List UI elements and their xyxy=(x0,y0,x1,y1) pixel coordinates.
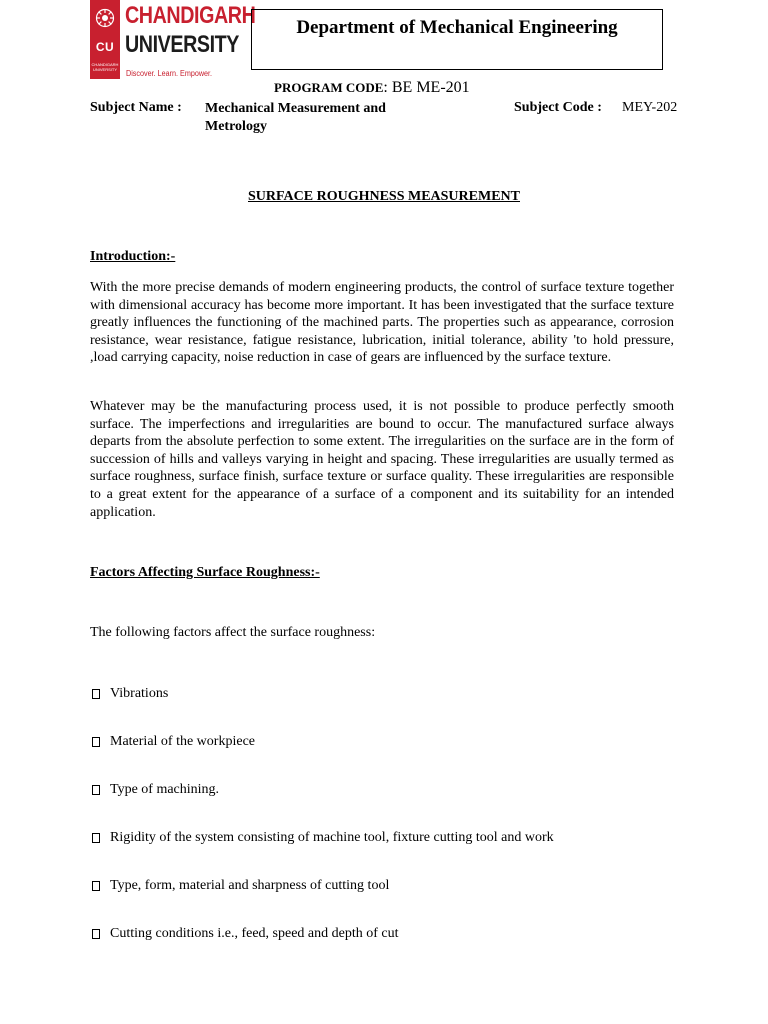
logo-cu-text: CU xyxy=(95,40,115,54)
introduction-paragraph-2: Whatever may be the manufacturing process used, it is not possible to produce perfectly smooth surface. The imperfections and irregularities are bound to occur. The manufactured surface always departs from the absolute perfection to some extent. The irregularities on the surface are in the form of succession of hills and valleys varying in height and spacing. These irregularities are usually termed as surface roughness, surface finish, surface texture or surface quality. These irregularities are responsible to a great extent for the appearance of a surface of a component and its suitability for an intended application. xyxy=(90,399,674,520)
bullet-box-icon xyxy=(92,785,100,795)
logo-small-text: CHANDIGARH UNIVERSITY xyxy=(91,62,119,72)
program-code-value: : BE ME-201 xyxy=(383,79,470,96)
logo-tagline: Discover. Learn. Empower. xyxy=(126,69,213,78)
factors-intro: The following factors affect the surface roughness: xyxy=(90,625,376,640)
list-item-text: Rigidity of the system consisting of machine tool, fixture cutting tool and work xyxy=(110,830,554,845)
bullet-box-icon xyxy=(92,737,100,747)
subject-name-label: Subject Name : xyxy=(90,100,182,115)
subject-code-value: MEY-202 xyxy=(622,100,678,115)
introduction-paragraph-1: With the more precise demands of modern engineering products, the control of surface texture together with dimensional accuracy has become more important. It has been investigated that the surface texture greatly influences the functioning of the machined parts. The properties such as appearance, corrosion resistance, wear resistance, fatigue resistance, lubrication, initial tolerance, ability 'to hold pressure, ,load carrying capacity, noise reduction in case of gears are influenced by the surface texture. xyxy=(90,280,674,366)
list-item xyxy=(90,686,168,702)
subject-name-value: Mechanical Measurement and Metrology xyxy=(205,101,386,134)
program-code-label: PROGRAM CODE xyxy=(274,80,384,95)
subject-code-label: Subject Code : xyxy=(514,100,602,115)
list-item-text: Material of the workpiece xyxy=(110,734,255,749)
program-code xyxy=(274,79,470,97)
list-item-text: Vibrations xyxy=(110,686,169,701)
logo-name-line1: CHANDIGARH xyxy=(125,2,256,29)
department-title: Department of Mechanical Engineering xyxy=(296,17,618,38)
list-item-text: Type, form, material and sharpness of cutting tool xyxy=(110,878,390,893)
list-item-text: Cutting conditions i.e., feed, speed and depth of cut xyxy=(110,926,399,941)
list-item xyxy=(90,926,399,942)
list-item xyxy=(90,878,389,894)
bullet-box-icon xyxy=(92,881,100,891)
list-item xyxy=(90,830,554,846)
department-box xyxy=(251,9,663,70)
list-item-text: Type of machining. xyxy=(110,782,220,797)
bullet-box-icon xyxy=(92,833,100,843)
university-logo xyxy=(90,0,256,80)
list-item xyxy=(90,782,219,798)
factors-heading: Factors Affecting Surface Roughness:- xyxy=(90,565,320,580)
logo-name-line2: UNIVERSITY xyxy=(125,31,240,58)
bullet-box-icon xyxy=(92,689,100,699)
list-item xyxy=(90,734,255,750)
bullet-box-icon xyxy=(92,929,100,939)
introduction-heading: Introduction:- xyxy=(90,249,176,264)
page-title: SURFACE ROUGHNESS MEASUREMENT xyxy=(248,189,520,204)
emblem-icon xyxy=(95,8,115,28)
